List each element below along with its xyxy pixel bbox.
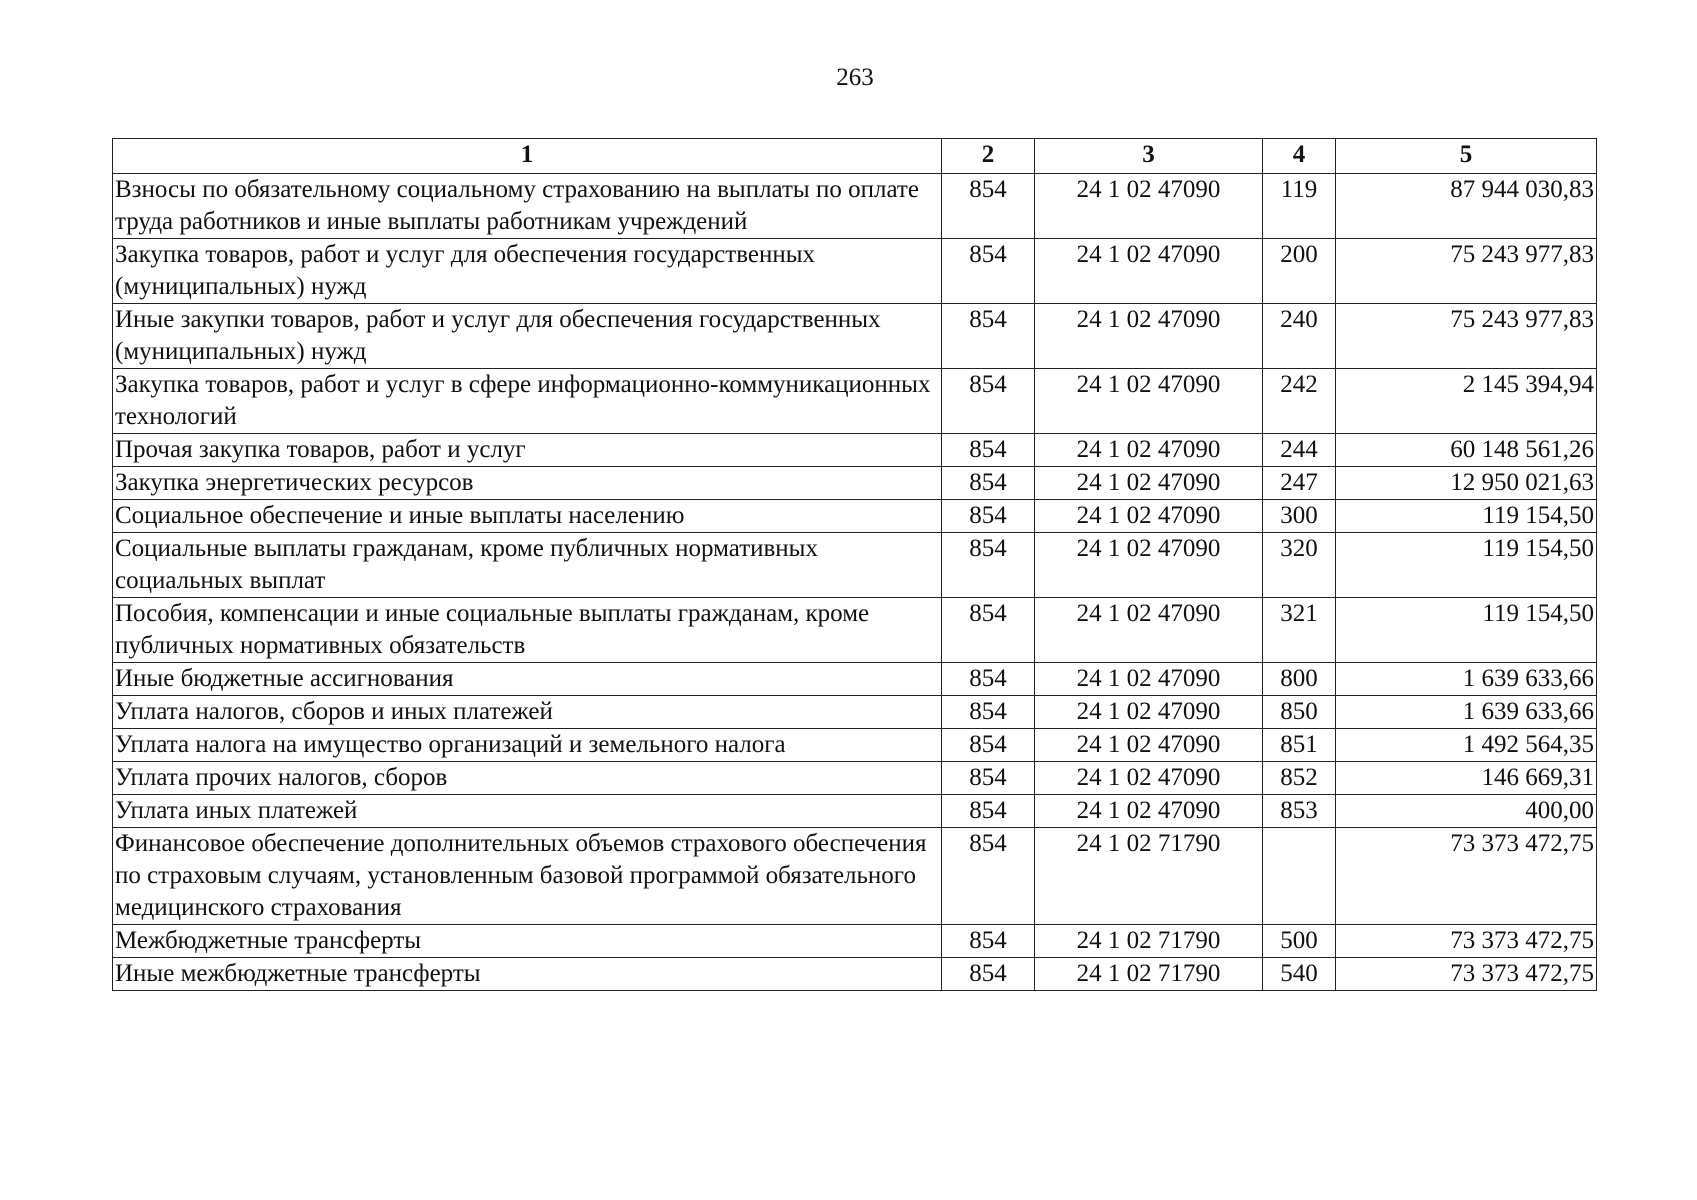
cell-name: Закупка товаров, работ и услуг в сфере информационно-коммуникационных технологий [113, 369, 942, 434]
cell-amount: 12 950 021,63 [1336, 467, 1597, 500]
cell-csr: 24 1 02 47090 [1035, 729, 1263, 762]
cell-name: Иные закупки товаров, работ и услуг для обеспечения государственных (муниципальных) нужд [113, 304, 942, 369]
cell-name: Взносы по обязательному социальному страхованию на выплаты по оплате труда работников и иные выплаты работникам учреждений [113, 174, 942, 239]
cell-vr: 853 [1263, 795, 1336, 828]
table-header-row [113, 139, 1597, 174]
cell-name: Социальные выплаты гражданам, кроме публичных нормативных социальных выплат [113, 533, 942, 598]
cell-vr: 852 [1263, 762, 1336, 795]
cell-csr: 24 1 02 47090 [1035, 696, 1263, 729]
column-header-3: 3 [1035, 139, 1263, 174]
cell-csr: 24 1 02 47090 [1035, 369, 1263, 434]
cell-csr: 24 1 02 71790 [1035, 925, 1263, 958]
cell-amount: 73 373 472,75 [1336, 958, 1597, 991]
cell-amount: 119 154,50 [1336, 500, 1597, 533]
cell-amount: 60 148 561,26 [1336, 434, 1597, 467]
table-row [113, 434, 1597, 467]
cell-amount: 75 243 977,83 [1336, 304, 1597, 369]
column-header-2: 2 [942, 139, 1035, 174]
cell-csr: 24 1 02 47090 [1035, 762, 1263, 795]
cell-vr: 500 [1263, 925, 1336, 958]
cell-csr: 24 1 02 47090 [1035, 500, 1263, 533]
column-header-1: 1 [113, 139, 942, 174]
table-row [113, 925, 1597, 958]
cell-name: Пособия, компенсации и иные социальные выплаты гражданам, кроме публичных нормативных обязательств [113, 598, 942, 663]
cell-grbs: 854 [942, 958, 1035, 991]
cell-name: Финансовое обеспечение дополнительных объемов страхового обеспечения по страховым случаям, установленным базовой программой обязательного медицинского страхования [113, 828, 942, 925]
cell-vr: 247 [1263, 467, 1336, 500]
cell-amount: 73 373 472,75 [1336, 828, 1597, 925]
cell-name: Межбюджетные трансферты [113, 925, 942, 958]
cell-grbs: 854 [942, 533, 1035, 598]
cell-name: Уплата прочих налогов, сборов [113, 762, 942, 795]
cell-vr: 800 [1263, 663, 1336, 696]
table-row [113, 729, 1597, 762]
cell-amount: 75 243 977,83 [1336, 239, 1597, 304]
cell-grbs: 854 [942, 174, 1035, 239]
cell-vr: 540 [1263, 958, 1336, 991]
page-number: 263 [836, 64, 874, 91]
table-row [113, 467, 1597, 500]
cell-vr: 119 [1263, 174, 1336, 239]
cell-grbs: 854 [942, 500, 1035, 533]
cell-amount: 1 492 564,35 [1336, 729, 1597, 762]
table-row [113, 828, 1597, 925]
cell-csr: 24 1 02 47090 [1035, 239, 1263, 304]
cell-name: Уплата налога на имущество организаций и земельного налога [113, 729, 942, 762]
table-row [113, 598, 1597, 663]
cell-amount: 119 154,50 [1336, 533, 1597, 598]
cell-grbs: 854 [942, 598, 1035, 663]
cell-csr: 24 1 02 47090 [1035, 174, 1263, 239]
column-header-4: 4 [1263, 139, 1336, 174]
cell-name: Иные межбюджетные трансферты [113, 958, 942, 991]
cell-csr: 24 1 02 71790 [1035, 828, 1263, 925]
cell-vr: 851 [1263, 729, 1336, 762]
cell-name: Иные бюджетные ассигнования [113, 663, 942, 696]
cell-amount: 119 154,50 [1336, 598, 1597, 663]
cell-csr: 24 1 02 71790 [1035, 958, 1263, 991]
table-row [113, 500, 1597, 533]
table-row [113, 239, 1597, 304]
cell-amount: 87 944 030,83 [1336, 174, 1597, 239]
cell-grbs: 854 [942, 729, 1035, 762]
cell-amount: 146 669,31 [1336, 762, 1597, 795]
cell-csr: 24 1 02 47090 [1035, 533, 1263, 598]
cell-name: Уплата иных платежей [113, 795, 942, 828]
budget-table [112, 138, 1597, 991]
cell-amount: 73 373 472,75 [1336, 925, 1597, 958]
cell-csr: 24 1 02 47090 [1035, 663, 1263, 696]
table-row [113, 369, 1597, 434]
cell-name: Уплата налогов, сборов и иных платежей [113, 696, 942, 729]
table-row [113, 762, 1597, 795]
cell-vr: 242 [1263, 369, 1336, 434]
cell-grbs: 854 [942, 369, 1035, 434]
cell-vr: 850 [1263, 696, 1336, 729]
cell-amount: 400,00 [1336, 795, 1597, 828]
cell-csr: 24 1 02 47090 [1035, 304, 1263, 369]
table-row [113, 696, 1597, 729]
cell-vr: 320 [1263, 533, 1336, 598]
cell-csr: 24 1 02 47090 [1035, 434, 1263, 467]
cell-grbs: 854 [942, 696, 1035, 729]
table-row [113, 533, 1597, 598]
cell-vr: 321 [1263, 598, 1336, 663]
cell-vr: 300 [1263, 500, 1336, 533]
cell-grbs: 854 [942, 762, 1035, 795]
table-row [113, 174, 1597, 239]
cell-vr: 244 [1263, 434, 1336, 467]
cell-grbs: 854 [942, 434, 1035, 467]
cell-name: Закупка энергетических ресурсов [113, 467, 942, 500]
cell-grbs: 854 [942, 925, 1035, 958]
table-row [113, 304, 1597, 369]
cell-csr: 24 1 02 47090 [1035, 598, 1263, 663]
cell-csr: 24 1 02 47090 [1035, 795, 1263, 828]
cell-vr: 200 [1263, 239, 1336, 304]
cell-name: Закупка товаров, работ и услуг для обеспечения государственных (муниципальных) нужд [113, 239, 942, 304]
table-row [113, 958, 1597, 991]
table-row [113, 795, 1597, 828]
cell-name: Социальное обеспечение и иные выплаты населению [113, 500, 942, 533]
cell-grbs: 854 [942, 795, 1035, 828]
column-header-5: 5 [1336, 139, 1597, 174]
cell-amount: 2 145 394,94 [1336, 369, 1597, 434]
cell-vr: 240 [1263, 304, 1336, 369]
cell-csr: 24 1 02 47090 [1035, 467, 1263, 500]
cell-grbs: 854 [942, 828, 1035, 925]
cell-grbs: 854 [942, 467, 1035, 500]
cell-grbs: 854 [942, 239, 1035, 304]
table-row [113, 663, 1597, 696]
cell-name: Прочая закупка товаров, работ и услуг [113, 434, 942, 467]
cell-grbs: 854 [942, 304, 1035, 369]
cell-grbs: 854 [942, 663, 1035, 696]
cell-amount: 1 639 633,66 [1336, 696, 1597, 729]
cell-vr [1263, 828, 1336, 925]
cell-amount: 1 639 633,66 [1336, 663, 1597, 696]
table-body [113, 174, 1597, 991]
